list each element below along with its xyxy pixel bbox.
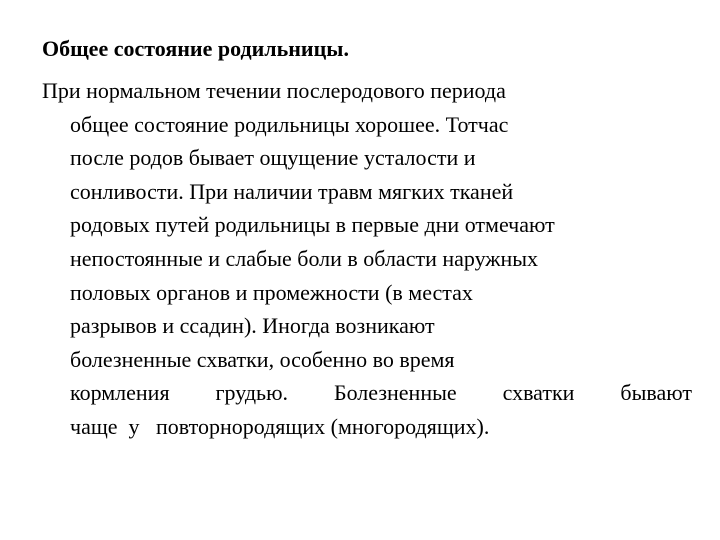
text-word: грудью. xyxy=(215,380,289,406)
text-line: непостоянные и слабые боли в области наружных xyxy=(70,245,539,271)
text-line: сонливости. При наличии травм мягких тканей xyxy=(70,178,514,204)
text-line: родовых путей родильницы в первые дни отмечают xyxy=(70,212,555,238)
slide-body-text xyxy=(42,74,692,444)
text-word: кормления xyxy=(70,380,170,406)
text-word: схватки xyxy=(502,380,575,406)
text-line: чаще у повторнородящих (многородящих). xyxy=(70,413,490,439)
text-line: общее состояние родильницы хорошее. Тотчас xyxy=(70,111,509,137)
text-line: При нормальном течении послеродового периода xyxy=(42,78,506,103)
text-line: разрывов и ссадин). Иногда возникают xyxy=(70,313,435,339)
text-word: бывают xyxy=(620,380,692,406)
text-line-justified xyxy=(42,376,692,410)
text-line: половых органов и промежности (в местах xyxy=(70,279,473,305)
text-line: после родов бывает ощущение усталости и xyxy=(70,145,476,171)
text-word: Болезненные xyxy=(333,380,457,406)
slide-heading: Общее состояние родильницы. xyxy=(42,36,349,61)
text-line: болезненные схватки, особенно во время xyxy=(70,346,455,372)
